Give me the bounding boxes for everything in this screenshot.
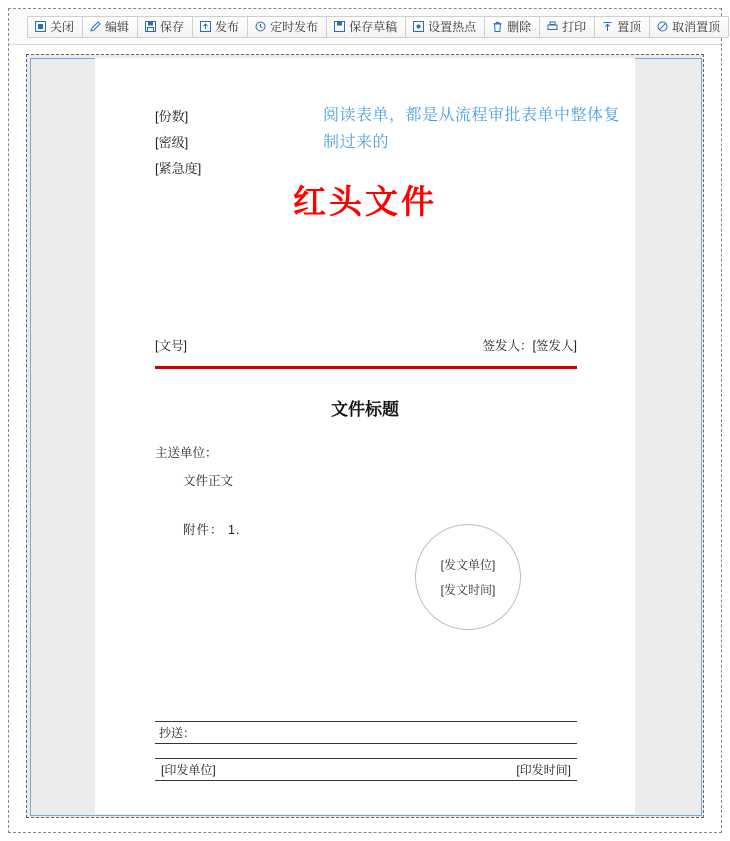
seal-circle: [415, 524, 521, 630]
close-window-icon: [34, 21, 46, 33]
doc-number-row: [155, 336, 577, 354]
unpin-button[interactable]: [649, 16, 729, 38]
clock-icon: [254, 21, 266, 33]
schedule-publish-button-label: 定时发布: [270, 20, 319, 34]
save-icon: [144, 21, 156, 33]
close-button[interactable]: [27, 16, 82, 38]
schedule-publish-button[interactable]: [247, 16, 326, 38]
delete-button[interactable]: [484, 16, 539, 38]
edit-button-label: 编辑: [105, 20, 130, 34]
red-head-title: 红头文件: [293, 185, 437, 221]
publish-button[interactable]: [192, 16, 247, 38]
secrecy-field[interactable]: [密级]: [155, 135, 189, 150]
set-hotspot-button-label: 设置热点: [428, 20, 477, 34]
hotspot-icon: [412, 21, 424, 33]
set-hotspot-button[interactable]: [405, 16, 484, 38]
document-title[interactable]: 文件标题: [331, 400, 399, 419]
print-button-label: 打印: [562, 20, 587, 34]
bottom-strip: [9, 826, 721, 833]
document-meta-list: [155, 104, 201, 182]
save-draft-button[interactable]: [326, 16, 405, 38]
print-time-field[interactable]: [印发时间]: [516, 763, 571, 777]
close-button-label: 关闭: [50, 20, 75, 34]
save-button-label: 保存: [160, 20, 185, 34]
pencil-icon: [89, 21, 101, 33]
footer-box: [155, 721, 577, 781]
delete-button-label: 删除: [507, 20, 532, 34]
document-body[interactable]: 文件正文: [183, 474, 234, 488]
pin-top-button-label: 置顶: [617, 20, 642, 34]
urgency-field[interactable]: [紧急度]: [155, 161, 202, 176]
publish-button-label: 发布: [215, 20, 240, 34]
save-draft-button-label: 保存草稿: [349, 20, 398, 34]
pin-top-button[interactable]: [594, 16, 649, 38]
save-button[interactable]: [137, 16, 192, 38]
trash-icon: [491, 21, 503, 33]
red-head-document: [95, 58, 635, 814]
pin-top-icon: [601, 21, 613, 33]
unpin-icon: [656, 21, 668, 33]
signer-field[interactable]: 签发人：[签发人]: [482, 339, 577, 353]
attachment-label[interactable]: 附件： 1.: [183, 523, 241, 537]
doc-number-field[interactable]: [文号]: [155, 339, 187, 353]
document-toolbar: [9, 9, 721, 45]
copies-field[interactable]: [份数]: [155, 109, 189, 124]
document-editor-region[interactable]: [26, 54, 704, 818]
draft-icon: [333, 21, 345, 33]
issuing-unit-field[interactable]: [发文单位]: [440, 558, 496, 572]
print-row: [155, 758, 577, 781]
unpin-button-label: 取消置顶: [672, 20, 721, 34]
print-button[interactable]: [539, 16, 594, 38]
print-unit-field[interactable]: [印发单位]: [161, 763, 216, 777]
edit-button[interactable]: [82, 16, 137, 38]
red-separator-line: [155, 366, 577, 369]
annotation-note: 阅读表单，都是从流程审批表单中整体复制过来的: [323, 107, 621, 151]
publish-icon: [199, 21, 211, 33]
issuing-time-field[interactable]: [发文时间]: [440, 583, 496, 597]
document-page[interactable]: [95, 58, 635, 814]
recipient-label[interactable]: 主送单位：: [155, 446, 218, 460]
print-icon: [546, 21, 558, 33]
cc-row[interactable]: 抄送：: [155, 721, 577, 744]
